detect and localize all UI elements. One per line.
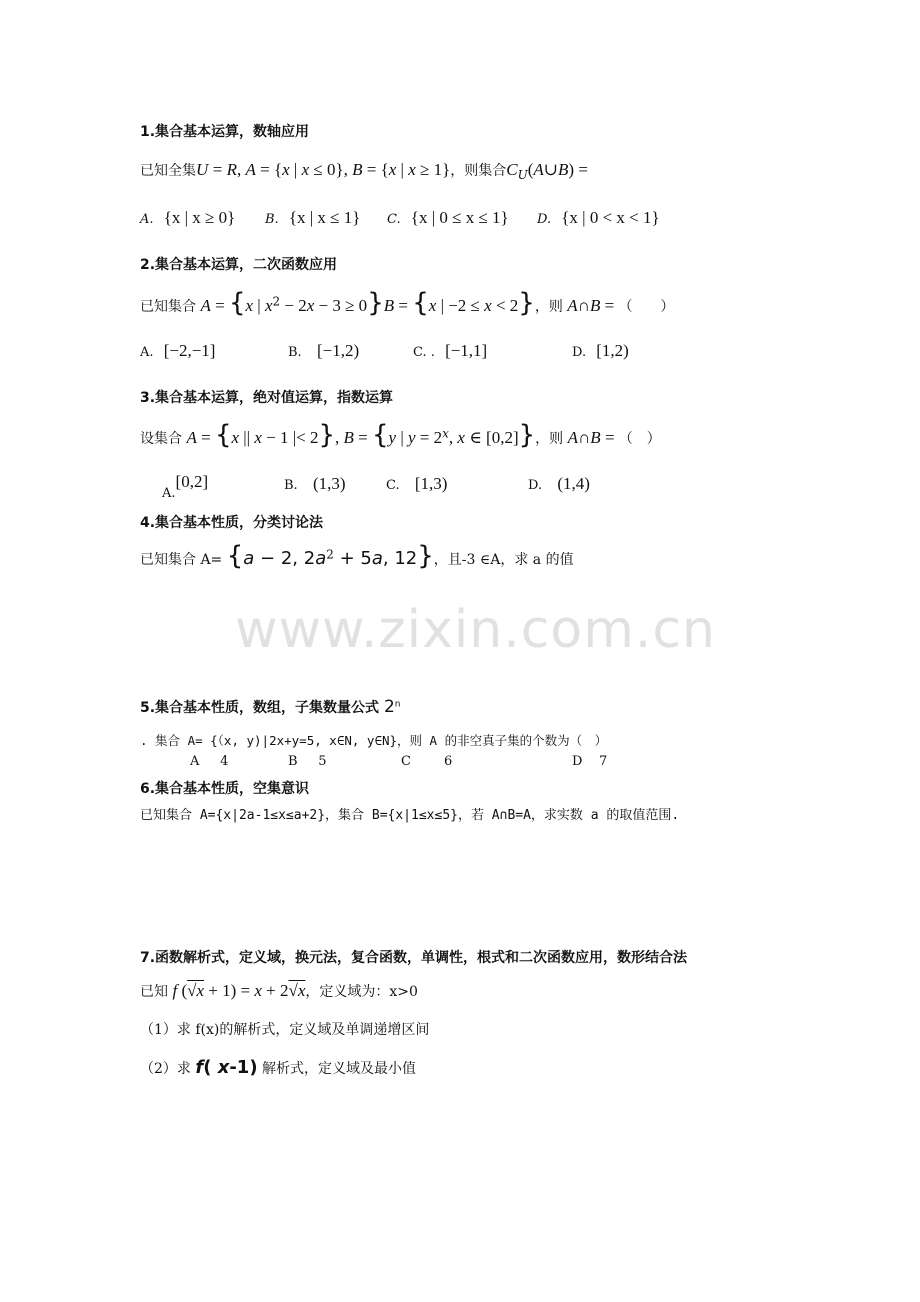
q6-stem: 已知集合 A={x|2a-1≤x≤a+2}，集合 B={x|1≤x≤5}，若 A∩B=A，求实数 a 的取值范围. [140, 808, 680, 823]
q3-option-d: D. (1,4) [528, 474, 590, 493]
q1-stem: 已知全集U = R, A = {x | x ≤ 0}, B = {x | x ≥ 1}，则集合$C_U(A\cup B)$ = [140, 160, 588, 182]
q5-option-c: C 6 [401, 754, 453, 769]
q2-option-c: C. . [−1,1] [413, 341, 488, 360]
q7-part1: （1）求 f(x)的解析式，定义域及单调递增区间 [140, 1022, 430, 1038]
q5-title: 5.集合基本性质，数组，子集数量公式 2$^n$ [140, 697, 401, 717]
q2-option-b: B. [−1,2) [288, 341, 360, 360]
q2-title: 2.集合基本运算，二次函数应用 [140, 257, 338, 273]
q4-stem: 已知集合 A= {a − 2, $2a^2 + 5a$, 12}，且-3 ∈A，求 a 的值 [140, 541, 574, 571]
q3-option-c: C. [1,3) [386, 474, 448, 493]
q7-stem: 已知 f (√x + 1) = x + 2√x，定义域为：x>0 [140, 981, 418, 1000]
q3-option-b: B. (1,3) [284, 474, 346, 493]
q1-option-c: C. {x | 0 ≤ x ≤ 1} [387, 208, 509, 227]
q1-option-b: B. {x | x ≤ 1} [265, 208, 361, 227]
q3-option-a: $_{A.}$[0,2] [162, 472, 209, 501]
q3-title: 3.集合基本运算，绝对值运算，指数运算 [140, 390, 394, 406]
q7-part2: （2）求 f( x-1) 解析式，定义域及最小值 [140, 1057, 417, 1078]
watermark: www.zixin.com.cn [235, 600, 716, 660]
q4-title: 4.集合基本性质，分类讨论法 [140, 515, 324, 531]
q5-stem: . 集合 A= {（x, y)|2x+y=5, x∈N, y∈N}，则 A 的非空真子集的个数为（ ） [140, 733, 608, 748]
q1-option-a: A. {x | x ≥ 0} [140, 208, 236, 227]
q6-title: 6.集合基本性质，空集意识 [140, 781, 310, 797]
q7-title: 7.函数解析式，定义域，换元法，复合函数，单调性，根式和二次函数应用，数形结合法 [140, 950, 688, 966]
q2-option-a: A. [−2,−1] [140, 341, 216, 360]
q2-stem: 已知集合 A = {x | $x^2 - 2x - 3 \ge 0\}B = \{x$ | −2 ≤ x < 2}，则 A∩B = （ ） [140, 288, 675, 318]
q5-option-d: D 7 [572, 754, 608, 769]
q5-option-b: B 5 [288, 754, 327, 769]
q3-stem: 设集合 A = {x || x − 1 |< 2}, B = {y | $y = 2^x$, x ∈ [0,2]}，则 A∩B = （ ） [140, 420, 661, 450]
q1-option-d: D. {x | 0 < x < 1} [537, 208, 660, 227]
q1-title: 1.集合基本运算，数轴应用 [140, 124, 310, 140]
q5-option-a: A 4 [190, 754, 229, 769]
q2-option-d: D. [1,2) [572, 341, 629, 360]
